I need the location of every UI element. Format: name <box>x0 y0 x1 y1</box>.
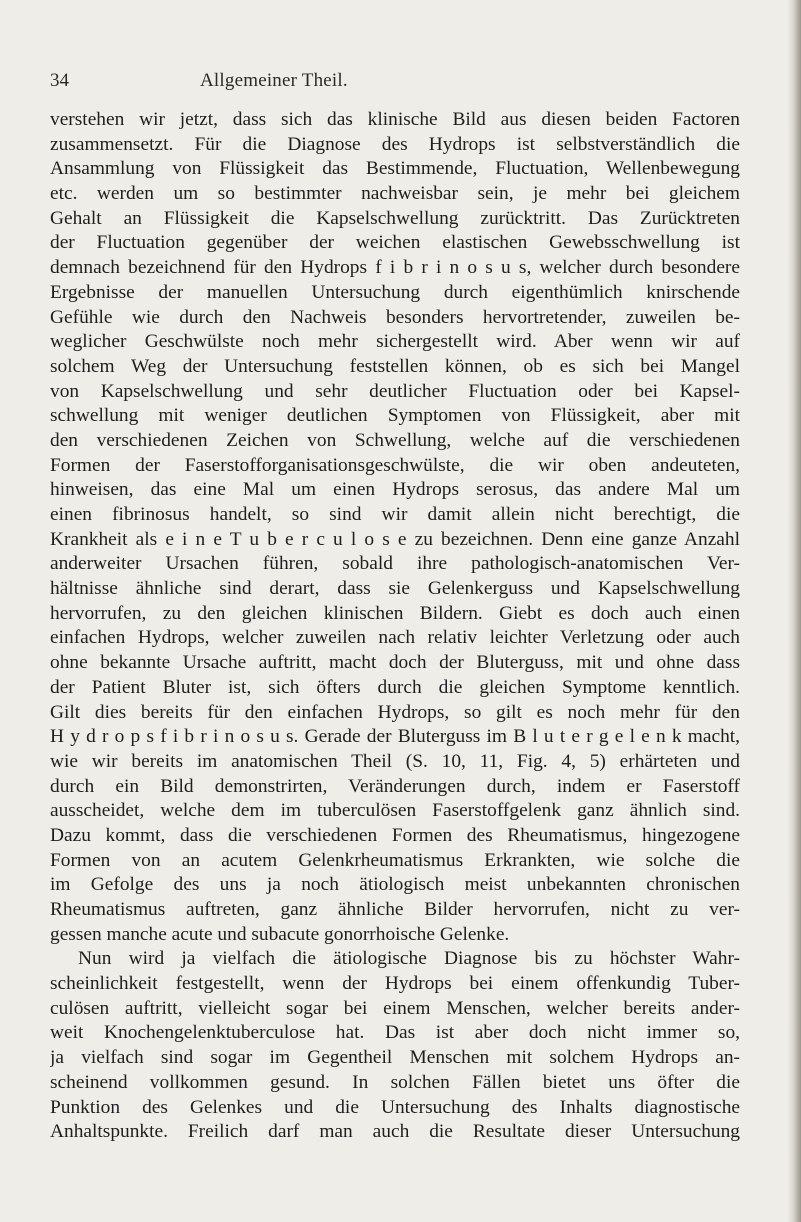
text-line: Krankheit als e i n e T u b e r c u l o s e zu bezeichnen. Denn eine ganze Anzahl <box>50 528 740 550</box>
text-line: durch ein Bild demonstrirten, Veränderungen durch, indem er Faserstoff <box>50 775 740 797</box>
text-line: ohne bekannte Ursache auftritt, macht doch der Bluterguss, mit und ohne dass <box>50 652 740 674</box>
page-edge-shadow <box>787 0 801 1222</box>
text-line: scheinlichkeit festgestellt, wenn der Hydrops bei einem offenkundig Tuber- <box>50 973 740 995</box>
text-line: Formen von an acutem Gelenkrheumatismus Erkrankten, wie solche die <box>50 849 740 871</box>
text-line: Ergebnisse der manuellen Untersuchung durch eigenthümlich knirschende <box>50 281 740 303</box>
page-header <box>50 70 740 100</box>
text-line: hervorrufen, zu den gleichen klinischen Bildern. Giebt es doch auch einen <box>50 602 740 624</box>
text-line: Punktion des Gelenkes und die Untersuchung des Inhalts diagnostische <box>50 1096 740 1118</box>
text-line: Rheumatismus auftreten, ganz ähnliche Bilder hervorrufen, nicht zu ver- <box>50 899 740 920</box>
text-line: Dazu kommt, dass die verschiedenen Formen des Rheumatismus, hingezogene <box>50 824 740 846</box>
text-line: Nun wird ja vielfach die ätiologische Diagnose bis zu höchster Wahr- <box>78 948 740 970</box>
text-line: schwellung mit weniger deutlichen Symptomen von Flüssigkeit, aber mit <box>50 405 740 427</box>
page-number: 34 <box>50 70 69 91</box>
text-line: Gilt dies bereits für den einfachen Hydrops, so gilt es noch mehr für den <box>50 701 740 723</box>
body-text <box>50 108 740 1145</box>
text-line: ja vielfach sind sogar im Gegentheil Menschen mit solchem Hydrops an- <box>50 1047 740 1069</box>
text-line: hinweisen, das eine Mal um einen Hydrops serosus, das andere Mal um <box>50 479 740 501</box>
text-line: wie wir bereits im anatomischen Theil (S. 10, 11, Fig. 4, 5) erhärteten und <box>50 750 740 772</box>
text-line: den verschiedenen Zeichen von Schwellung, welche auf die verschiedenen <box>50 429 740 451</box>
text-line: etc. werden um so bestimmter nachweisbar sein, je mehr bei gleichem <box>50 183 740 205</box>
text-line: weit Knochengelenktuberculose hat. Das ist aber doch nicht immer so, <box>50 1022 740 1044</box>
text-line: hältnisse ähnliche sind derart, dass sie Gelenkerguss und Kapselschwellung <box>50 578 740 600</box>
text-line: der Patient Bluter ist, sich öfters durch die gleichen Symptome kenntlich. <box>50 676 740 698</box>
text-line: im Gefolge des uns ja noch ätiologisch meist unbekannten chronischen <box>50 874 740 896</box>
text-line: Gefühle wie durch den Nachweis besonders hervortretender, zuweilen be- <box>50 306 740 328</box>
text-line: von Kapselschwellung und sehr deutlicher Fluctuation oder bei Kapsel- <box>50 380 740 402</box>
text-line: demnach bezeichnend für den Hydrops f i b r i n o s u s, welcher durch besondere <box>50 257 740 279</box>
text-line: solchem Weg der Untersuchung feststellen können, ob es sich bei Mangel <box>50 355 740 377</box>
text-line: gessen manche acute und subacute gonorrhoische Gelenke. <box>50 923 510 945</box>
text-line: verstehen wir jetzt, dass sich das klinische Bild aus diesen beiden Factoren <box>50 109 740 130</box>
text-line: einfachen Hydrops, welcher zuweilen nach relativ leichter Verletzung oder auch <box>50 627 740 649</box>
text-line: Anhaltspunkte. Freilich darf man auch die Resultate dieser Untersuchung <box>50 1121 740 1143</box>
text-line: anderweiter Ursachen führen, sobald ihre pathologisch-anatomischen Ver- <box>50 553 740 575</box>
text-line: Gehalt an Flüssigkeit die Kapselschwellung zurücktritt. Das Zurücktreten <box>50 207 740 229</box>
text-line: einen fibrinosus handelt, so sind wir damit allein nicht berechtigt, die <box>50 504 740 525</box>
text-line: Ansammlung von Flüssigkeit das Bestimmende, Fluctuation, Wellenbewegung <box>50 158 740 180</box>
text-line: der Fluctuation gegenüber der weichen elastischen Gewebsschwellung ist <box>50 232 740 254</box>
text-line: zusammensetzt. Für die Diagnose des Hydrops ist selbstverständlich die <box>50 133 740 155</box>
running-head: Allgemeiner Theil. <box>200 70 348 91</box>
text-line: culösen auftritt, vielleicht sogar bei einem Menschen, welcher bereits ander- <box>50 997 740 1019</box>
text-line: scheinend vollkommen gesund. In solchen Fällen bietet uns öfter die <box>50 1071 740 1093</box>
text-line: H y d r o p s f i b r i n o s u s. Gerade der Bluterguss im B l u t e r g e l e n k macht, <box>50 726 740 748</box>
text-line: Formen der Faserstofforganisationsgeschwülste, die wir oben andeuteten, <box>50 454 740 476</box>
text-line: ausscheidet, welche dem im tuberculösen Faserstoffgelenk ganz ähnlich sind. <box>50 800 740 822</box>
text-line: weglicher Geschwülste noch mehr sichergestellt wird. Aber wenn wir auf <box>50 331 740 353</box>
